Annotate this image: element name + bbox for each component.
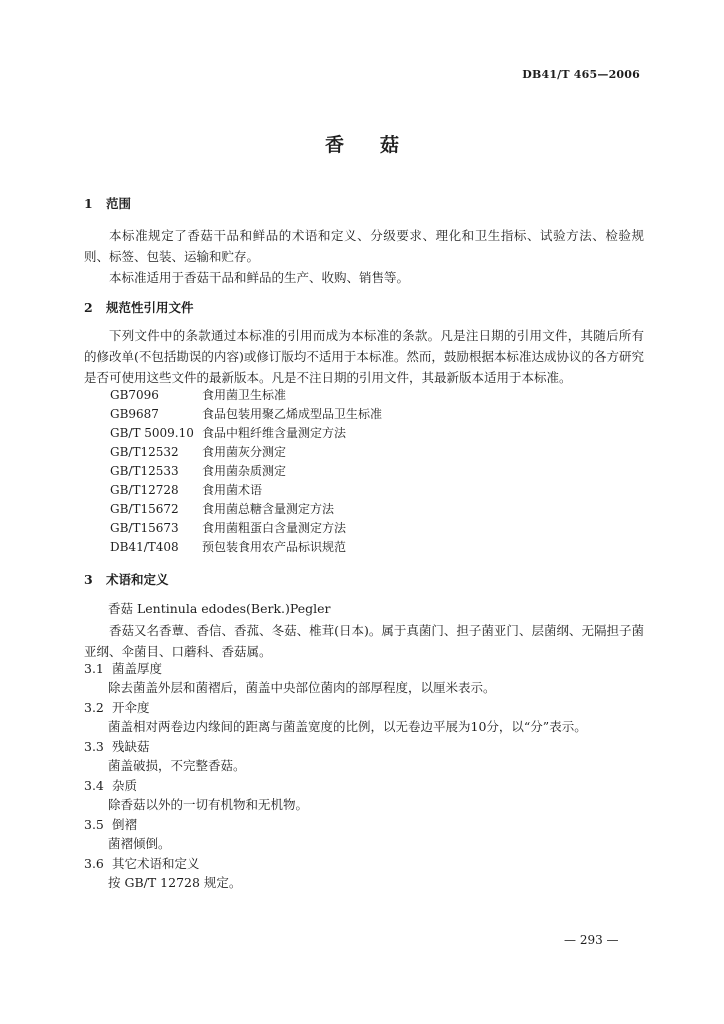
title-char-1: 香 bbox=[324, 134, 344, 156]
title-char-2: 菇 bbox=[380, 134, 400, 156]
term-3-6-heading bbox=[84, 856, 200, 872]
term-name: 倒褶 bbox=[112, 817, 138, 832]
reference-code: GB/T 5009.10 bbox=[110, 426, 194, 440]
reference-name: 食用菌术语 bbox=[202, 483, 263, 497]
section-1-title: 范围 bbox=[106, 196, 132, 211]
term-number: 3.1 bbox=[84, 661, 104, 676]
term-name: 菌盖厚度 bbox=[112, 661, 163, 676]
reference-item bbox=[110, 443, 382, 462]
section-2-number: 2 bbox=[84, 300, 93, 315]
reference-item bbox=[110, 462, 382, 481]
section-2-paragraph: 下列文件中的条款通过本标准的引用而成为本标准的条款。凡是注日期的引用文件，其随后所有的修改单(不包括勘误的内容)或修订版均不适用于本标准。然而，鼓励根据本标准达成协议的各方研究是否可使用这些文件的最新版本。凡是不注日期的引用文件，其最新版本适用于本标准。 bbox=[84, 328, 644, 385]
normative-references-list bbox=[110, 386, 382, 557]
reference-name: 食品包装用聚乙烯成型品卫生标准 bbox=[202, 407, 383, 421]
reference-name: 食用菌杂质测定 bbox=[202, 464, 287, 478]
term-3-4-heading bbox=[84, 778, 137, 794]
document-title bbox=[0, 130, 724, 157]
term-3-4-definition: 除香菇以外的一切有机物和无机物。 bbox=[108, 797, 309, 812]
term-number: 3.4 bbox=[84, 778, 104, 793]
page-number: — 293 — bbox=[564, 933, 619, 947]
section-3-number: 3 bbox=[84, 572, 93, 587]
reference-name: 预包装食用农产品标识规范 bbox=[202, 540, 347, 554]
section-1-paragraph-1: 本标准规定了香菇干品和鲜品的术语和定义、分级要求、理化和卫生指标、试验方法、检验规则、标签、包装、运输和贮存。 bbox=[84, 228, 644, 264]
reference-code: GB/T12533 bbox=[110, 464, 179, 478]
term-name: 其它术语和定义 bbox=[112, 856, 200, 871]
reference-code: GB/T12532 bbox=[110, 445, 179, 459]
term-number: 3.6 bbox=[84, 856, 104, 871]
section-3-title: 术语和定义 bbox=[106, 572, 169, 587]
reference-code: GB/T15672 bbox=[110, 502, 179, 516]
term-name: 杂质 bbox=[112, 778, 138, 793]
section-1-heading bbox=[84, 196, 131, 212]
reference-name: 食品中粗纤维含量测定方法 bbox=[202, 426, 347, 440]
term-number: 3.3 bbox=[84, 739, 104, 754]
section-1-paragraph-2: 本标准适用于香菇干品和鲜品的生产、收购、销售等。 bbox=[109, 270, 410, 285]
species-name: 香菇 Lentinula edodes(Berk.)Pegler bbox=[108, 601, 331, 616]
reference-item bbox=[110, 424, 382, 443]
reference-code: DB41/T408 bbox=[110, 540, 179, 554]
reference-name: 食用菌灰分测定 bbox=[202, 445, 287, 459]
term-3-5-heading bbox=[84, 817, 137, 833]
term-3-1-definition: 除去菌盖外层和菌褶后，菌盖中央部位菌肉的部厚程度，以厘米表示。 bbox=[108, 680, 496, 695]
reference-item bbox=[110, 481, 382, 500]
term-3-3-heading bbox=[84, 739, 150, 755]
section-1-number: 1 bbox=[84, 196, 93, 211]
term-3-5-definition: 菌褶倾倒。 bbox=[108, 836, 171, 851]
section-2-heading bbox=[84, 300, 194, 316]
term-name: 开伞度 bbox=[112, 700, 150, 715]
document-code-header: DB41/T 465—2006 bbox=[522, 68, 640, 81]
term-3-3-definition: 菌盖破损，不完整香菇。 bbox=[108, 758, 246, 773]
section-3-heading bbox=[84, 572, 169, 588]
term-3-2-heading bbox=[84, 700, 150, 716]
term-3-2-definition: 菌盖相对两卷边内缘间的距离与菌盖宽度的比例，以无卷边平展为10分，以“分”表示。 bbox=[108, 719, 587, 734]
term-number: 3.2 bbox=[84, 700, 104, 715]
reference-item bbox=[110, 386, 382, 405]
term-3-6-definition: 按 GB/T 12728 规定。 bbox=[108, 875, 242, 890]
reference-name: 食用菌卫生标准 bbox=[202, 388, 287, 402]
section-2-title: 规范性引用文件 bbox=[106, 300, 194, 315]
reference-code: GB7096 bbox=[110, 388, 159, 402]
reference-item bbox=[110, 538, 382, 557]
reference-item bbox=[110, 519, 382, 538]
species-description: 香菇又名香蕈、香信、香菰、冬菇、椎茸(日本)。属于真菌门、担子菌亚门、层菌纲、无隔担子菌亚纲、伞菌目、口蘑科、香菇属。 bbox=[84, 623, 644, 659]
reference-code: GB/T15673 bbox=[110, 521, 179, 535]
reference-name: 食用菌粗蛋白含量测定方法 bbox=[202, 521, 347, 535]
reference-name: 食用菌总糖含量测定方法 bbox=[202, 502, 335, 516]
term-number: 3.5 bbox=[84, 817, 104, 832]
reference-code: GB9687 bbox=[110, 407, 159, 421]
reference-code: GB/T12728 bbox=[110, 483, 179, 497]
term-3-1-heading bbox=[84, 661, 162, 677]
reference-item bbox=[110, 405, 382, 424]
term-name: 残缺菇 bbox=[112, 739, 150, 754]
reference-item bbox=[110, 500, 382, 519]
